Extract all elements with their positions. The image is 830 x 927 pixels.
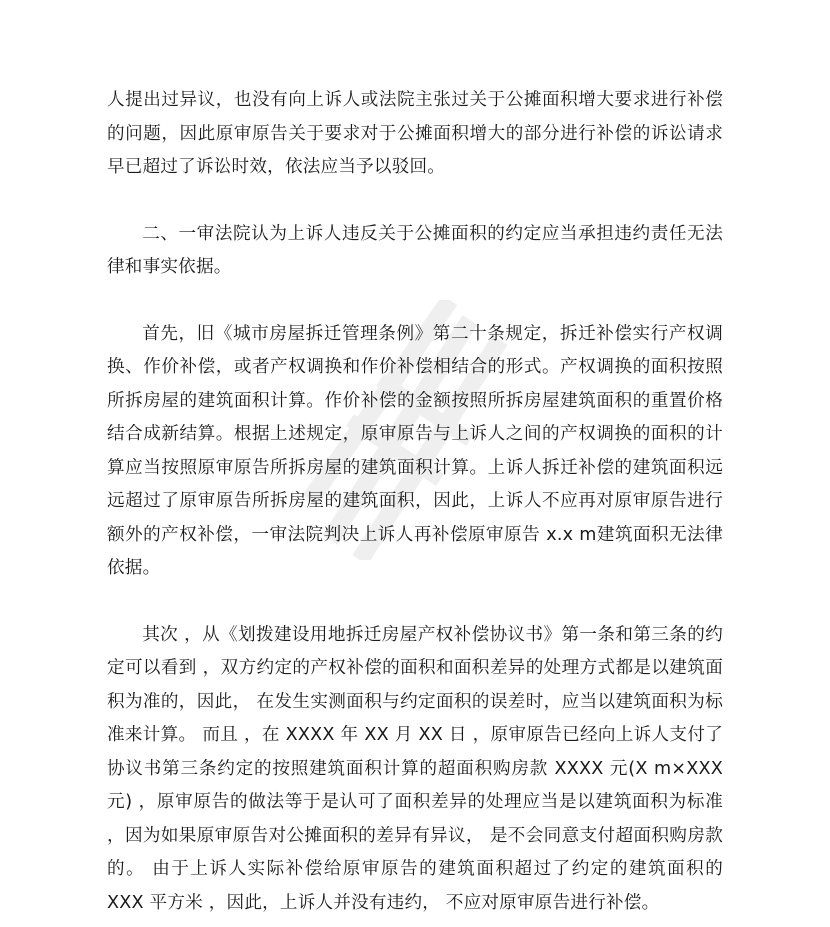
paragraph-gap: [107, 185, 723, 218]
paragraph-gap: [107, 285, 723, 318]
paragraph-3: 首先，旧《城市房屋拆迁管理条例》第二十条规定，拆迁补偿实行产权调换、作价补偿，或者产权调换和作价补偿相结合的形式。产权调换的面积按照所拆房屋的建筑面积计算。作价补偿的金额按照所拆房屋建筑面积的重置价格结合成新结算。根据上述规定，原审原告与上诉人之间的产权调换的面积的计算应当按照原审原告所拆房屋的建筑面积计算。上诉人拆迁补偿的建筑面积远远超过了原审原告所拆房屋的建筑面积，因此，上诉人不应再对原审原告进行额外的产权补偿，一审法院判决上诉人再补偿原审原告 x.x m建筑面积无法律依据。: [107, 323, 723, 578]
paragraph-2-heading: 二、一审法院认为上诉人违反关于公摊面积的约定应当承担违约责任无法律和事实依据。: [107, 223, 723, 277]
document-page: [107, 84, 723, 920]
paragraph-4: 其次 ，从《划拨建设用地拆迁房屋产权补偿协议书》第一条和第三条的约定可以看到 ，双方约定的产权补偿的面积和面积差异的处理方式都是以建筑面积为准的，因此， 在发生实测面积与约定面积的误差时，应当以建筑面积为标准来计算。 而且 ，在 XXXX 年 XX 月 XX 日 ，原审原告已经向上诉人支付了协议书第三条约定的按照建筑面积计算的超面积购房款 XXXX 元(X m×XXX 元) ，原审原告的做法等于是认可了面积差异的处理应当是以建筑面积为标准 ，因为如果原审原告对公摊面积的差异有异议， 是不会同意支付超面积购房款的。 由于上诉人实际补偿给原审原告的建筑面积超过了约定的建筑面积的 XXX 平方米 ，因此，上诉人并没有违约， 不应对原审原告进行补偿。: [107, 624, 723, 913]
paragraph-1: 人提出过异议，也没有向上诉人或法院主张过关于公摊面积增大要求进行补偿的问题，因此原审原告关于要求对于公摊面积增大的部分进行补偿的诉讼请求早已超过了诉讼时效，依法应当予以驳回。: [107, 90, 723, 177]
paragraph-gap: [107, 586, 723, 619]
